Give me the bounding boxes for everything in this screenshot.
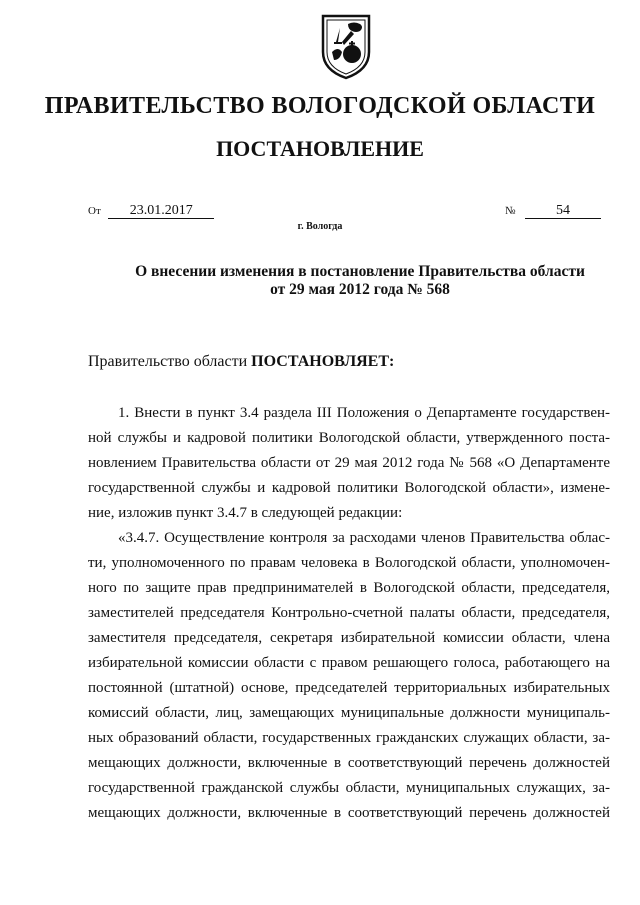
body-line: заместителя председателя, секретаря избирательной комиссии области, члена	[88, 630, 610, 646]
body-line: новлением Правительства области от 29 мая 2012 года № 568 «О Департаменте	[88, 455, 610, 471]
subject-line-1: О внесении изменения в постановление Правительства области	[135, 263, 585, 280]
date-prefix: От	[88, 205, 101, 217]
document-number: 54	[525, 203, 601, 219]
document-number-row	[505, 203, 601, 219]
subject-line-2: от 29 мая 2012 года № 568	[270, 281, 450, 298]
document-date-row	[88, 203, 214, 219]
coat-of-arms-icon	[318, 12, 374, 82]
body-line: заместителей председателя Контрольно-счетной палаты области, председателя,	[88, 605, 610, 621]
document-date: 23.01.2017	[108, 203, 214, 219]
document-type: ПОСТАНОВЛЕНИЕ	[216, 136, 424, 161]
government-title: ПРАВИТЕЛЬСТВО ВОЛОГОДСКОЙ ОБЛАСТИ	[44, 93, 596, 119]
body-line: 1. Внести в пункт 3.4 раздела III Положения о Департаменте государствен-	[118, 405, 610, 421]
city-label: г. Вологда	[297, 221, 343, 232]
body-line: мещающих должности, включенные в соответствующий перечень должностей	[88, 805, 610, 821]
number-prefix: №	[505, 205, 516, 217]
body-line: ти, уполномоченного по правам человека в Вологодской области, уполномочен-	[88, 555, 610, 571]
decree-statement	[88, 353, 394, 371]
body-line: ной службы и кадровой политики Вологодской области, утвержденного поста-	[88, 430, 610, 446]
body-line: мещающих должности, включенные в соответствующий перечень должностей	[88, 755, 610, 771]
body-line: ных образований области, государственных гражданских служащих области, за-	[88, 730, 610, 746]
body-line: избирательной комиссии области с правом решающего голоса, работающего на	[88, 655, 610, 671]
body-line: постоянной (штатной) основе, председателей территориальных избирательных	[88, 680, 610, 696]
body-line: «3.4.7. Осуществление контроля за расходами членов Правительства облас-	[118, 530, 610, 546]
body-line: государственной службы и кадровой политики Вологодской области», измене-	[88, 480, 610, 496]
decree-prefix: Правительство области	[88, 353, 252, 370]
body-line: государственной гражданской службы области, муниципальных служащих, за-	[88, 780, 610, 796]
body-line: комиссий области, лиц, замещающих муниципальные должности муниципаль-	[88, 705, 610, 721]
body-line: ние, изложив пункт 3.4.7 в следующей редакции:	[88, 505, 403, 521]
document-subject	[120, 263, 600, 299]
decree-keyword: ПОСТАНОВЛЯЕТ:	[251, 353, 395, 370]
body-line: ного по защите прав предпринимателей в Вологодской области, председателя,	[88, 580, 610, 596]
